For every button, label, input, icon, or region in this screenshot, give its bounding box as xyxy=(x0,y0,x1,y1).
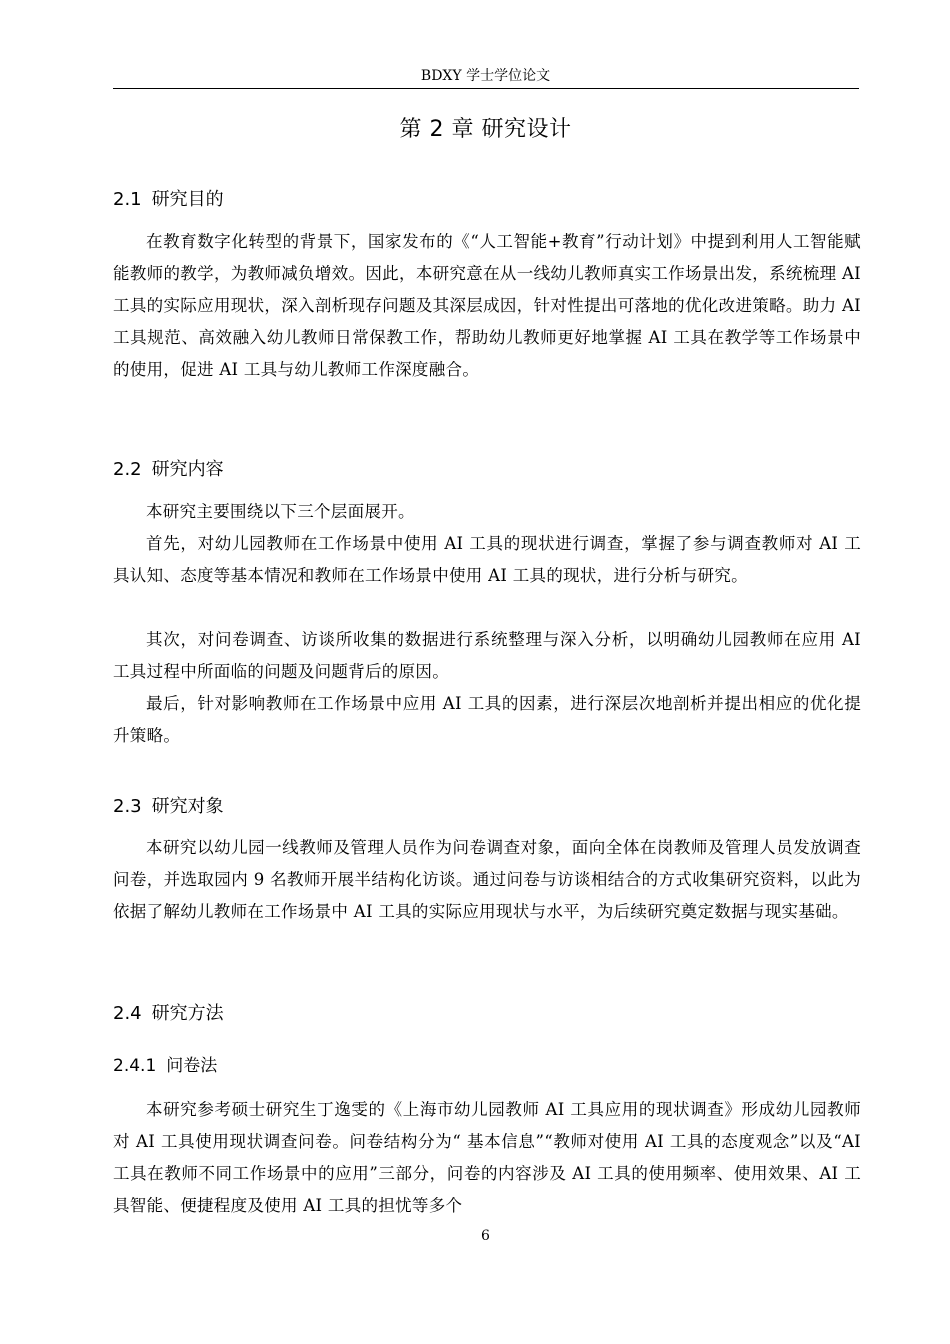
section-heading-2-3 xyxy=(113,793,224,821)
paragraph-content-intro: 本研究主要围绕以下三个层面展开。 xyxy=(146,502,415,521)
paragraph-research-subjects: 本研究以幼儿园一线教师及管理人员作为问卷调查对象，面向全体在岗教师及管理人员发放调查问卷，并选取园内 9 名教师开展半结构化访谈。通过问卷与访谈相结合的方式收集研究资料，以此为依据了解幼儿教师在工作场景中 AI 工具的实际应用现状与水平，为后续研究奠定数据与现实基础。 xyxy=(113,838,861,921)
chapter-title: 第 2 章 研究设计 xyxy=(399,117,572,142)
section-title: 研究内容 xyxy=(151,459,224,480)
section-number: 2.3 xyxy=(113,796,142,817)
subsection-heading-2-4-1 xyxy=(113,1052,217,1080)
paragraph-content-first: 首先，对幼儿园教师在工作场景中使用 AI 工具的现状进行调查，掌握了参与调查教师对 AI 工具认知、态度等基本情况和教师在工作场景中使用 AI 工具的现状，进行分析与研究。 xyxy=(113,534,861,585)
running-header: BDXY 学士学位论文 xyxy=(420,68,551,84)
section-heading-2-4 xyxy=(113,1000,224,1028)
paragraph-content-second: 其次，对问卷调查、访谈所收集的数据进行系统整理与深入分析，以明确幼儿园教师在应用 AI 工具过程中所面临的问题及问题背后的原因。 xyxy=(113,630,861,681)
section-title: 研究方法 xyxy=(151,1003,224,1024)
section-number: 2.2 xyxy=(113,459,142,480)
section-heading-2-2 xyxy=(113,456,224,484)
page-number: 6 xyxy=(481,1228,490,1244)
section-heading-2-1 xyxy=(113,186,224,214)
section-title: 研究目的 xyxy=(151,189,224,210)
paragraph-content-last: 最后，针对影响教师在工作场景中应用 AI 工具的因素，进行深层次地剖析并提出相应的优化提升策略。 xyxy=(113,694,861,745)
section-number: 2.1 xyxy=(113,189,142,210)
subsection-number: 2.4.1 xyxy=(113,1056,157,1076)
section-number: 2.4 xyxy=(113,1003,142,1024)
paragraph-research-purpose: 在教育数字化转型的背景下，国家发布的《“人工智能+教育”行动计划》中提到利用人工智能赋能教师的教学，为教师减负增效。因此，本研究意在从一线幼儿教师真实工作场景出发，系统梳理 AI 工具的实际应用现状，深入剖析现存问题及其深层成因，针对性提出可落地的优化改进策略。助力 AI 工具规范、高效融入幼儿教师日常保教工作，帮助幼儿教师更好地掌握 AI 工具在教学等工作场景中的使用，促进 AI 工具与幼儿教师工作深度融合。 xyxy=(113,232,861,379)
header-rule xyxy=(113,88,859,89)
subsection-title: 问卷法 xyxy=(166,1056,218,1076)
section-title: 研究对象 xyxy=(151,796,224,817)
paragraph-questionnaire-method: 本研究参考硕士研究生丁逸雯的《上海市幼儿园教师 AI 工具应用的现状调查》形成幼儿园教师对 AI 工具使用现状调查问卷。问卷结构分为“ 基本信息”“教师对使用 AI 工具的态度观念”以及“AI 工具在教师不同工作场景中的应用”三部分，问卷的内容涉及 AI 工具的使用频率、使用效果、AI 工具智能、便捷程度及使用 AI 工具的担忧等多个 xyxy=(113,1100,861,1215)
